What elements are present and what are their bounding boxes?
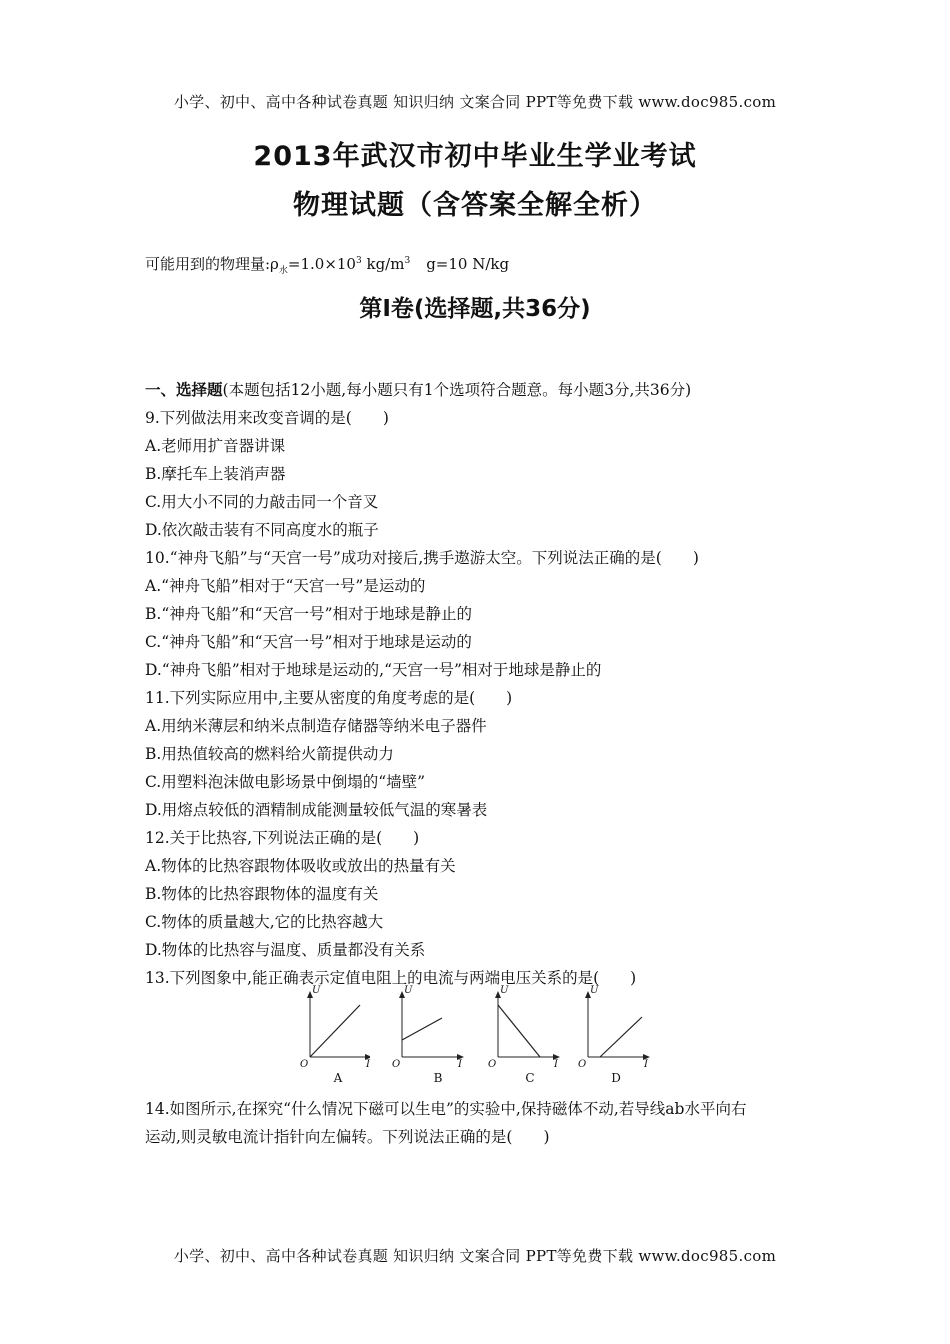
question-option: D.用熔点较低的酒精制成能测量较低气温的寒暑表: [145, 801, 488, 819]
question-option: C.用塑料泡沫做电影场景中倒塌的“墙壁”: [145, 773, 426, 791]
y-axis-label: U: [312, 985, 321, 996]
graph-b-line: [402, 1018, 442, 1040]
origin-label: O: [578, 1059, 587, 1070]
graph-a: [290, 985, 370, 1085]
section-title: 第Ⅰ卷(选择题,共36分): [359, 296, 591, 322]
x-axis-label: I: [366, 1059, 370, 1070]
graph-d-line: [600, 1017, 642, 1057]
question-option: C.“神舟飞船”和“天宫一号”相对于地球是运动的: [145, 633, 472, 651]
iu-graph-options: [290, 985, 648, 1085]
unit-exponent: 3: [404, 256, 411, 266]
rho-subscript: 水: [278, 266, 288, 276]
graph-d: [580, 985, 660, 1085]
part-label: 一、选择题: [145, 381, 223, 399]
question-option: B.用热值较高的燃料给火箭提供动力: [145, 745, 394, 763]
exam-title: 2013年武汉市初中毕业生学业考试: [253, 141, 697, 172]
rho-unit: kg/m: [361, 255, 405, 273]
question-stem: 14.如图所示,在探究“什么情况下磁可以生电”的实验中,保持磁体不动,若导线ab水平向右: [145, 1100, 747, 1118]
graph-a-plot: [290, 985, 370, 1085]
rho-exponent: 3: [355, 256, 362, 266]
question-stem: 11.下列实际应用中,主要从密度的角度考虑的是( ): [145, 689, 513, 707]
graph-a-line: [310, 1005, 360, 1057]
graph-option-label: D: [611, 1071, 621, 1085]
question-stem: 9.下列做法用来改变音调的是( ): [145, 409, 389, 427]
x-axis-label: I: [644, 1059, 648, 1070]
question-stem-continued: 运动,则灵敏电流计指针向左偏转。下列说法正确的是( ): [145, 1128, 550, 1146]
origin-label: O: [392, 1059, 401, 1070]
page-header: 小学、初中、高中各种试卷真题 知识归纳 文案合同 PPT等免费下载 www.doc985.com: [173, 93, 777, 111]
y-axis-label: U: [404, 985, 413, 996]
rho-value: =1.0×10: [287, 255, 356, 273]
part-heading: [145, 378, 691, 400]
graph-d-plot: [580, 985, 660, 1085]
exam-subtitle: 物理试题（含答案全解全析）: [293, 190, 657, 221]
graph-b: [390, 985, 470, 1085]
question-option: C.用大小不同的力敲击同一个音叉: [145, 493, 379, 511]
x-axis-label: I: [554, 1059, 558, 1070]
page-footer: 小学、初中、高中各种试卷真题 知识归纳 文案合同 PPT等免费下载 www.doc985.com: [173, 1247, 777, 1265]
question-option: B.物体的比热容跟物体的温度有关: [145, 885, 379, 903]
graph-c-plot: [490, 985, 570, 1085]
graph-option-label: A: [333, 1071, 343, 1085]
y-axis-label: U: [590, 985, 599, 996]
y-axis-label: U: [500, 985, 509, 996]
graph-b-plot: [390, 985, 470, 1085]
graph-c-line: [498, 1005, 540, 1057]
physical-constants: [145, 253, 509, 276]
question-option: A.老师用扩音器讲课: [145, 437, 286, 455]
question-option: D.依次敲击装有不同高度水的瓶子: [145, 521, 379, 539]
question-option: D.物体的比热容与温度、质量都没有关系: [145, 941, 426, 959]
graph-option-label: B: [433, 1071, 443, 1085]
question-stem: 12.关于比热容,下列说法正确的是( ): [145, 829, 420, 847]
constants-label: 可能用到的物理量:ρ: [145, 255, 279, 273]
question-option: B.摩托车上装消声器: [145, 465, 286, 483]
question-option: B.“神舟飞船”和“天宫一号”相对于地球是静止的: [145, 605, 473, 623]
question-stem: 10.“神舟飞船”与“天宫一号”成功对接后,携手遨游太空。下列说法正确的是( ): [145, 549, 699, 567]
x-axis-label: I: [458, 1059, 462, 1070]
question-stem: 13.下列图象中,能正确表示定值电阻上的电流与两端电压关系的是( ): [145, 969, 637, 987]
gravity-constant: g=10 N/kg: [426, 255, 510, 273]
part-description: (本题包括12小题,每小题只有1个选项符合题意。每小题3分,共36分): [222, 381, 692, 399]
question-option: C.物体的质量越大,它的比热容越大: [145, 913, 384, 931]
question-option: D.“神舟飞船”相对于地球是运动的,“天宫一号”相对于地球是静止的: [145, 661, 602, 679]
question-option: A.用纳米薄层和纳米点制造存储器等纳米电子器件: [145, 717, 487, 735]
origin-label: O: [488, 1059, 497, 1070]
question-option: A.物体的比热容跟物体吸收或放出的热量有关: [145, 857, 456, 875]
origin-label: O: [300, 1059, 309, 1070]
graph-c: [490, 985, 570, 1085]
question-option: A.“神舟飞船”相对于“天宫一号”是运动的: [145, 577, 426, 595]
graph-option-label: C: [525, 1071, 535, 1085]
